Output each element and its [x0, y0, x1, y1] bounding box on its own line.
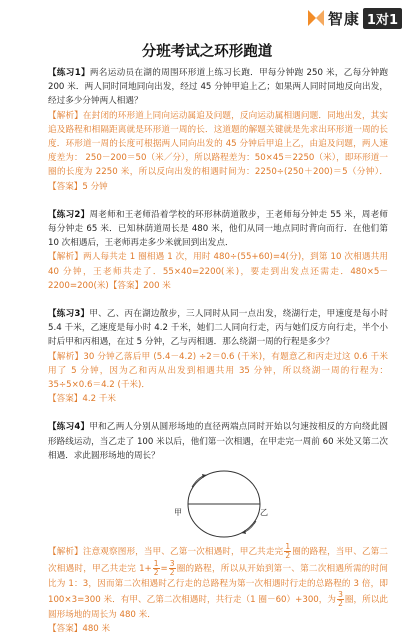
brand-box: 1对1 — [363, 8, 402, 29]
problem-3-analysis-text: 【解析】30 分钟乙落后甲 (5.4－4.2) ÷2＝0.6 (千米)，有题意乙和丙走过这 0.6 千米用了 5 分钟，因为乙和丙从出发到相遇共用 35 分钟，所以绕湖一周的行程为：35÷5×0.6＝4.2 (千米)． — [48, 351, 388, 391]
problem-4-analysis-part5: 圈，所以此圆形场地的周长为 480 米． — [48, 595, 388, 621]
brand-name: 智康 — [327, 9, 360, 28]
problem-1-answer: 【答案】5 分钟 — [48, 181, 108, 192]
problem-4-analysis-part3: = — [160, 564, 168, 575]
circle-track-diagram — [168, 467, 278, 541]
problem-2-analysis — [48, 250, 388, 293]
problem-3-label: 【练习3】 — [48, 309, 90, 320]
problem-3-analysis — [48, 350, 388, 393]
diagram-label-jia: 甲 — [174, 508, 182, 518]
problem-4-answer: 【答案】480 米 — [48, 624, 111, 635]
problem-2-label: 【练习2】 — [48, 209, 90, 220]
problem-2-analysis-text: 【解析】两人每共走 1 圈相遇 1 次，用时 480÷(55+60)=4(分)，到第 10 次相遇共用 40 分钟，王老师共走了．55×40=2200(米)，要走到出发点还需走．480×5－2200=200(米) — [48, 252, 388, 291]
problem-4-question — [48, 420, 388, 463]
problem-3-question — [48, 307, 388, 350]
document-body — [48, 66, 388, 637]
problem-4-analysis-part2: 圈的路程，当甲、乙第二次相遇时，甲乙共走完 1+ — [48, 547, 388, 575]
fraction-three-halves: $\frac{3}{2}$ — [169, 559, 175, 578]
diagram-label-yi: 乙 — [260, 508, 268, 518]
brand-logo — [307, 4, 402, 32]
fraction-half-2: $\frac{1}{2}$ — [153, 559, 159, 578]
problem-4-analysis-part4: 圈的路程，所以从开始到第一、第二次相遇所需的时间比为 1：3，因而第二次相遇时乙行走的总路程为第一次相遇时行走的总路程的 3 倍，即 100×3=300 米．有甲、乙第二次相遇时，共行走（1 圈－60）+300，为 — [48, 564, 388, 606]
problem-3-answer: 【答案】4.2 千米 — [48, 394, 116, 405]
fraction-half: $\frac{1}{2}$ — [285, 542, 291, 561]
problem-4-text: 甲和乙两人分别从圆形场地的直径两端点同时开始以匀速按相反的方向绕此圆形路线运动，当乙走了 100 米以后，他们第一次相遇，在甲走完一周前 60 米处又第二次相遇．求此圆形场地的周长？ — [48, 422, 388, 461]
problem-3-text: 甲、乙、丙在湖边散步，三人同时从同一点出发，绕湖行走，甲速度是每小时 5.4 千米，乙速度是每小时 4.2 千米，她们二人同向行走，丙与她们反方向行走，半个小时后甲和丙相遇，在过 5 分钟，乙与丙相遇．那么绕湖一周的行程是多少？ — [48, 309, 388, 348]
fraction-three-halves-2: $\frac{3}{2}$ — [338, 590, 343, 609]
problem-1-analysis — [48, 109, 388, 194]
problem-1-label: 【练习1】 — [48, 68, 90, 78]
problem-4-label: 【练习4】 — [48, 422, 90, 433]
problem-1-analysis-text: 【解析】在封闭的环形道上同向运动属追及问题，反向运动属相遇问题．同地出发，其实追及路程和相隔距离就是环形道一周的长．这道题的解题关键就是先求出环形道一周的长度．环形道一周的长度可根据两人同向出发的 45 分钟后甲追上乙，由追及问题，两人速度差为： 250－200＝50（米／分），所以路程差为：50×45＝2250（米），即环形道一圈的长度为 2250 米，所以反向出发的相遇时间为：2250÷(250＋200)＝5（分钟）． — [48, 110, 388, 178]
problem-4-analysis-part1: 【解析】注意观察图形，当甲、乙第一次相遇时，甲乙共走完 — [48, 547, 284, 558]
brand-mark-icon — [307, 9, 325, 27]
problem-2-text: 周老师和王老师沿着学校的环形林荫道散步，王老师每分钟走 55 米，周老师每分钟走 65 米．已知林荫道周长是 480 米，他们从同一地点同时背向而行．在他们第 10 次相遇后，王老师再走多少米就回到出发点． — [48, 209, 389, 249]
problem-2-question — [48, 208, 388, 251]
problem-1-text: 两名运动员在湖的周围环形道上练习长跑．甲每分钟跑 250 米，乙每分钟跑 200 米．两人同时同地同向出发，经过 45 分钟甲追上乙；如果两人同时同地反向出发，经过多少分钟两人相遇？ — [48, 68, 388, 107]
problem-2-answer: 【答案】200 米 — [108, 280, 171, 291]
problem-4-analysis — [48, 543, 388, 622]
problem-1-question — [48, 66, 388, 109]
page-title: 分班考试之环形跑道 — [141, 44, 273, 60]
